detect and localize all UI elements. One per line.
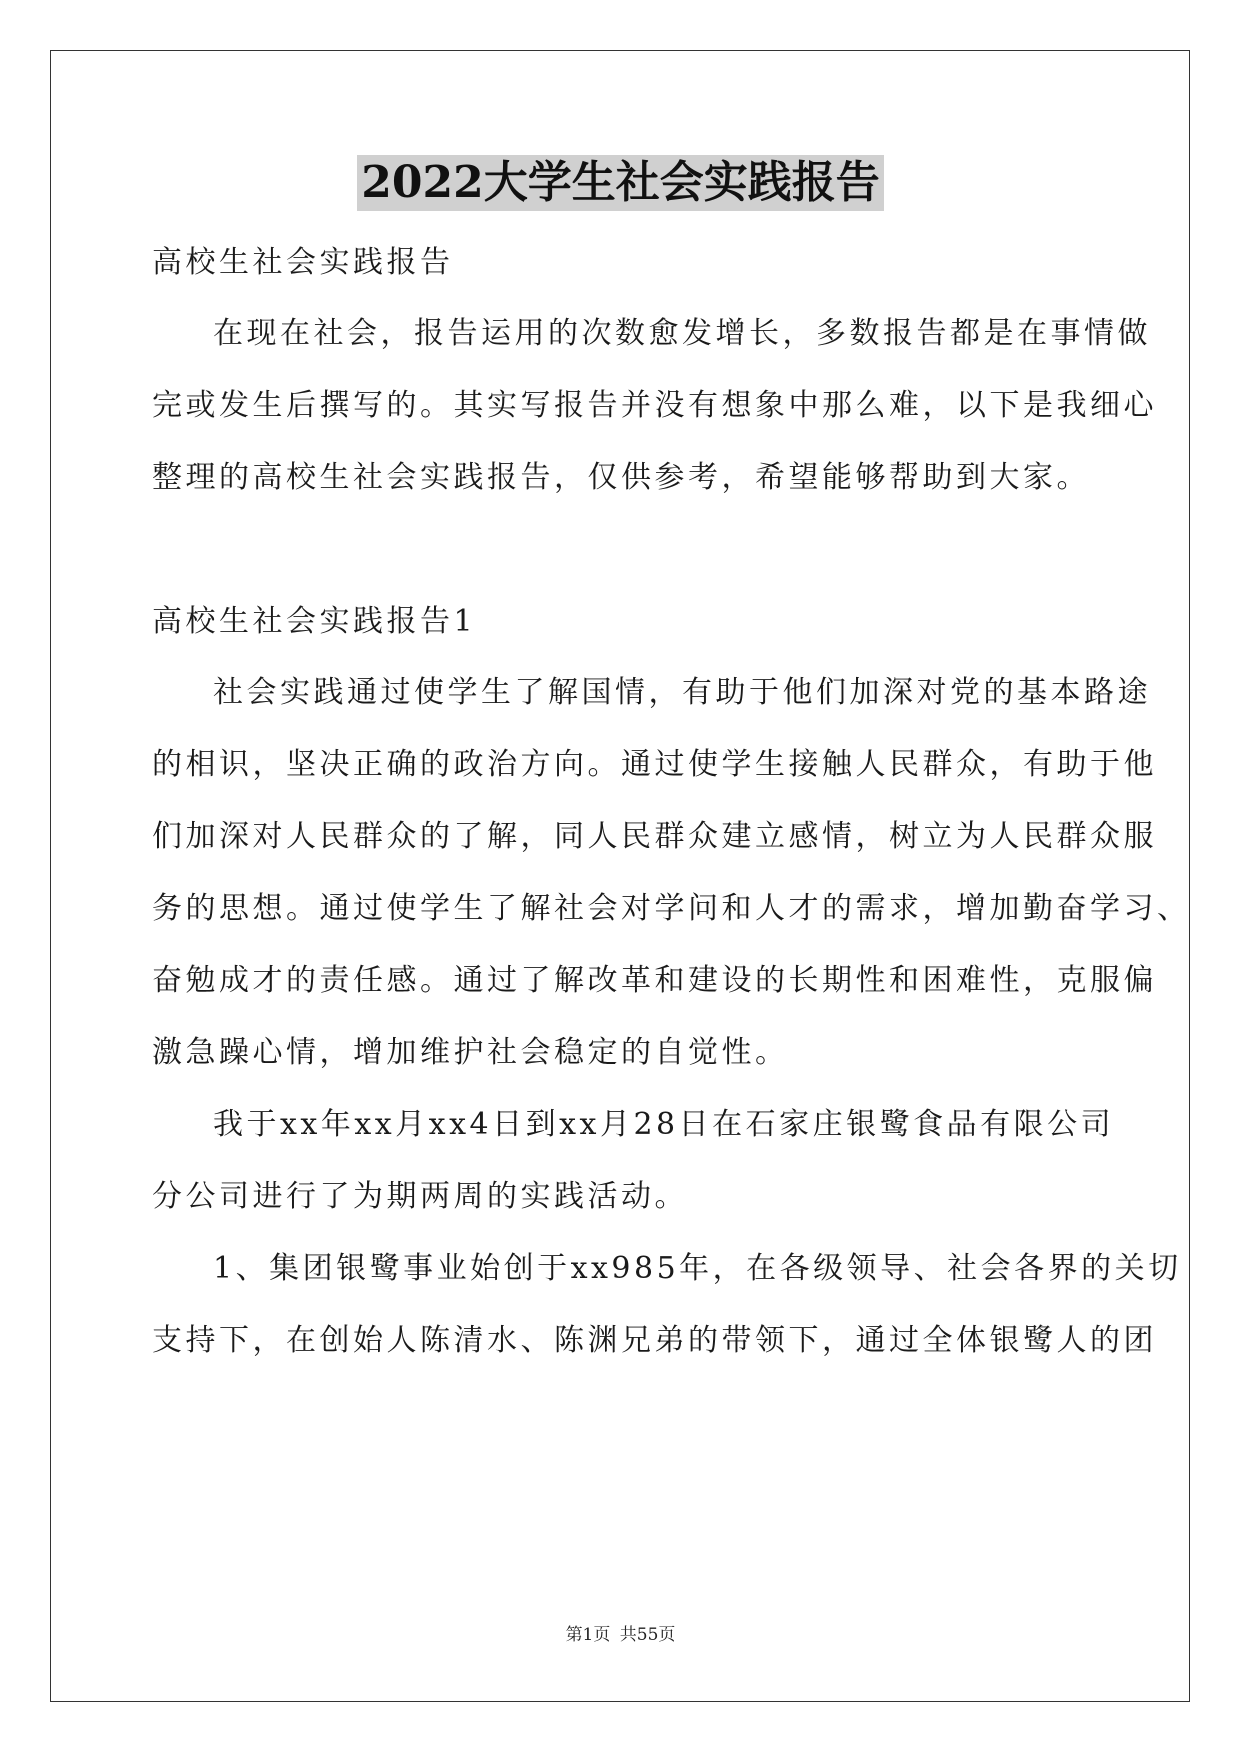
paragraph-line: 们加深对人民群众的了解，同人民群众建立感情，树立为人民群众服: [152, 819, 1157, 854]
page-border: [50, 50, 1190, 1702]
document-title: 2022大学生社会实践报告: [357, 155, 883, 211]
section-heading: 高校生社会实践报告: [152, 245, 454, 280]
page-footer: [0, 1620, 1241, 1645]
paragraph-line: 激急躁心情，增加维护社会稳定的自觉性。: [152, 1035, 789, 1070]
paragraph-line: 我于xx年xx月xx4日到xx月28日在石家庄银鹭食品有限公司: [213, 1107, 1115, 1142]
paragraph-line: 社会实践通过使学生了解国情，有助于他们加深对党的基本路途: [213, 675, 1151, 710]
paragraph-line: 的相识，坚决正确的政治方向。通过使学生接触人民群众，有助于他: [152, 747, 1157, 782]
paragraph-line: 完或发生后撰写的。其实写报告并没有想象中那么难，以下是我细心: [152, 388, 1157, 423]
paragraph-line: 支持下，在创始人陈清水、陈渊兄弟的带领下，通过全体银鹭人的团: [152, 1323, 1157, 1358]
paragraph-line: 奋勉成才的责任感。通过了解改革和建设的长期性和困难性，克服偏: [152, 963, 1157, 998]
paragraph-line: 务的思想。通过使学生了解社会对学问和人才的需求，增加勤奋学习、: [152, 891, 1191, 926]
paragraph-line: 分公司进行了为期两周的实践活动。: [152, 1179, 688, 1214]
title-container: [0, 155, 1241, 211]
paragraph-line: 在现在社会，报告运用的次数愈发增长，多数报告都是在事情做: [213, 316, 1151, 351]
paragraph-line: 整理的高校生社会实践报告，仅供参考，希望能够帮助到大家。: [152, 460, 1090, 495]
paragraph-line: 1、集团银鹭事业始创于xx985年，在各级领导、社会各界的关切: [213, 1251, 1182, 1286]
section-heading: 高校生社会实践报告1: [152, 604, 477, 639]
page-total: 共55页: [619, 1625, 676, 1645]
page-number: 第1页: [565, 1625, 611, 1645]
